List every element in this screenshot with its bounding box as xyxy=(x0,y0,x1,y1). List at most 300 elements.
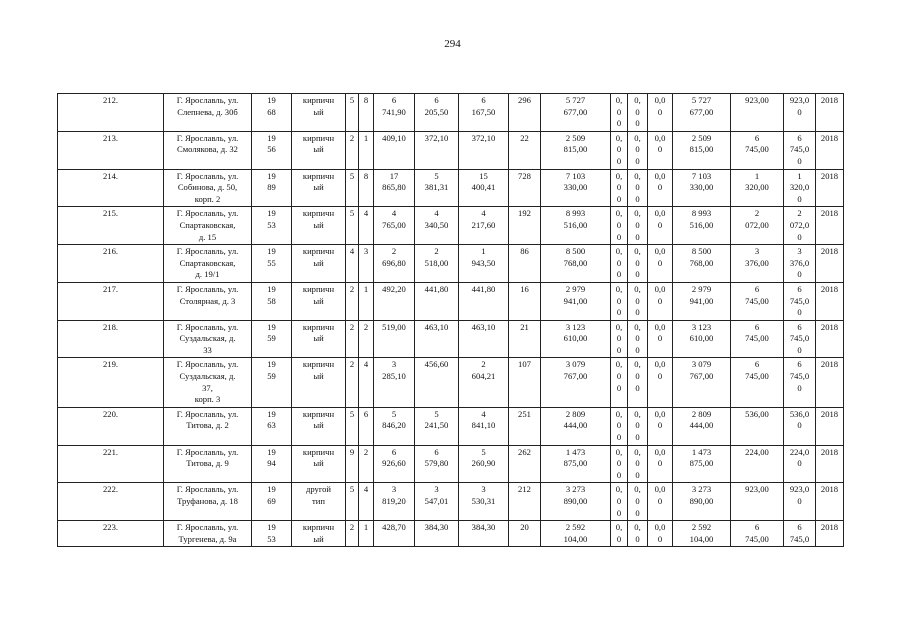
cell-total-area xyxy=(374,407,415,445)
zero-col-1-line: 0 xyxy=(616,106,622,117)
zero-col-2-line: 0, xyxy=(634,132,641,143)
zero-col-3-line: 0 xyxy=(657,496,663,506)
total-cost-line: 2 979 xyxy=(691,283,712,294)
cell-zero-col-1 xyxy=(611,207,628,245)
cell-entrances: 3 xyxy=(359,245,374,283)
zero-col-1-line: 0 xyxy=(616,507,622,518)
repair-cost-line: 7 103 xyxy=(565,170,586,181)
table-row xyxy=(58,169,844,207)
zero-col-1-line: 0 xyxy=(616,420,622,431)
cell-max-unit-cost xyxy=(784,358,816,407)
cell-build-year xyxy=(252,131,292,169)
residential-area-line: 4 xyxy=(481,208,486,219)
zero-col-1-line: 0 xyxy=(616,219,622,230)
address-line: Слепнева, д. 30б xyxy=(177,106,238,117)
cell-living-area xyxy=(415,169,459,207)
build-year-line: 19 xyxy=(267,321,276,332)
address-line: Тургенева, д. 9а xyxy=(178,533,237,544)
cell-floors: 5 xyxy=(346,169,359,207)
cell-address xyxy=(164,207,252,245)
residential-area-line: 15 xyxy=(479,170,488,181)
wall-material-line: ый xyxy=(313,371,324,382)
zero-col-1-line: 0 xyxy=(616,333,622,344)
unit-cost-line: 376,00 xyxy=(745,257,769,268)
cell-unit-cost xyxy=(731,245,784,283)
max-unit-cost-line: 6 xyxy=(797,522,802,533)
max-unit-cost-line: 923,0 xyxy=(789,95,810,105)
address-line: Г. Ярославль, ул. xyxy=(176,170,239,181)
cell-residential-area xyxy=(459,94,509,132)
wall-material-line: кирпичн xyxy=(302,446,335,457)
cell-zero-col-2 xyxy=(628,521,648,547)
cell-zero-col-1 xyxy=(611,445,628,483)
cell-zero-col-2 xyxy=(628,407,648,445)
cell-build-year xyxy=(252,94,292,132)
total-cost-line: 875,00 xyxy=(689,458,714,469)
living-area-line: 5 xyxy=(434,170,439,181)
zero-col-1-line: 0, xyxy=(615,359,623,370)
zero-col-1-line: 0 xyxy=(616,344,622,355)
total-cost-line: 3 273 xyxy=(691,484,712,495)
total-cost-line: 890,00 xyxy=(689,496,714,506)
repair-cost-line: 3 273 xyxy=(565,484,586,495)
cell-residents: 21 xyxy=(509,320,541,358)
cell-wall-material xyxy=(292,521,346,547)
address-line: Спартаковская, xyxy=(179,219,236,230)
zero-col-1-line: 0, xyxy=(615,446,623,457)
max-unit-cost-line: 0 xyxy=(797,269,802,280)
zero-col-1-line: 0, xyxy=(615,522,623,533)
zero-col-1-line: 0 xyxy=(616,307,622,318)
cell-residents: 728 xyxy=(509,169,541,207)
zero-col-1-line: 0 xyxy=(616,269,622,280)
unit-cost-line: 6 xyxy=(754,283,760,294)
cell-zero-col-1 xyxy=(611,483,628,521)
cell-repair-cost xyxy=(541,131,611,169)
total-area-line: 926,60 xyxy=(382,458,406,469)
living-area-line: 241,50 xyxy=(424,420,449,431)
cell-repair-cost xyxy=(541,169,611,207)
zero-col-1-line: 0, xyxy=(615,246,623,257)
total-cost-line: 3 079 xyxy=(691,359,712,370)
cell-address xyxy=(164,169,252,207)
cell-total-area xyxy=(374,358,415,407)
cell-repair-cost xyxy=(541,483,611,521)
cell-row-number: 214. xyxy=(58,169,164,207)
unit-cost-line: 745,00 xyxy=(745,533,769,544)
wall-material-line: кирпичн xyxy=(302,359,335,370)
total-area-line: 846,20 xyxy=(382,420,406,431)
cell-completion-year: 2018 xyxy=(816,483,844,521)
total-area-line: 4 xyxy=(391,208,397,219)
max-unit-cost-line: 0 xyxy=(797,106,802,117)
cell-total-area xyxy=(374,521,415,547)
unit-cost-line: 745,00 xyxy=(745,333,769,344)
cell-unit-cost xyxy=(731,320,784,358)
table-row xyxy=(58,358,844,407)
cell-build-year xyxy=(252,320,292,358)
max-unit-cost-line: 6 xyxy=(797,359,802,370)
total-cost-line: 767,00 xyxy=(689,371,714,382)
living-area-line: 205,50 xyxy=(424,106,449,117)
residential-area-line: 260,90 xyxy=(471,458,496,469)
cell-zero-col-2 xyxy=(628,445,648,483)
table-row xyxy=(58,245,844,283)
residential-area-line: 3 xyxy=(481,484,486,495)
build-year-line: 19 xyxy=(267,208,276,219)
cell-completion-year: 2018 xyxy=(816,169,844,207)
table-row xyxy=(58,282,844,320)
cell-residential-area xyxy=(459,358,509,407)
living-area-line: 2 xyxy=(434,246,439,257)
cell-unit-cost xyxy=(731,358,784,407)
max-unit-cost-line: 6 xyxy=(797,283,802,294)
total-cost-line: 677,00 xyxy=(689,106,714,117)
zero-col-2-line: 0 xyxy=(635,432,640,443)
cell-zero-col-3 xyxy=(648,483,673,521)
zero-col-3-line: 0 xyxy=(657,458,663,469)
table-row xyxy=(58,207,844,245)
table-row xyxy=(58,131,844,169)
residential-area-line: 5 xyxy=(481,446,486,457)
cell-residential-area xyxy=(459,245,509,283)
zero-col-1-line: 0, xyxy=(615,132,623,143)
cell-living-area xyxy=(415,358,459,407)
living-area-line: 384,30 xyxy=(424,522,449,533)
cell-entrances: 2 xyxy=(359,445,374,483)
cell-max-unit-cost xyxy=(784,407,816,445)
cell-wall-material xyxy=(292,245,346,283)
cell-max-unit-cost xyxy=(784,94,816,132)
total-area-line: 741,90 xyxy=(382,106,406,117)
residential-area-line: 943,50 xyxy=(471,257,496,268)
repair-cost-line: 768,00 xyxy=(563,257,588,268)
wall-material-line: ый xyxy=(313,219,324,230)
wall-material-line: ый xyxy=(313,257,324,268)
build-year-line: 94 xyxy=(267,458,276,469)
unit-cost-line: 3 xyxy=(754,246,760,257)
build-year-line: 58 xyxy=(267,295,276,306)
address-line: Смолякова, д. 32 xyxy=(177,144,238,155)
build-year-line: 59 xyxy=(267,371,276,382)
zero-col-3-line: 0 xyxy=(657,106,663,117)
zero-col-1-line: 0, xyxy=(615,283,623,294)
cell-zero-col-1 xyxy=(611,169,628,207)
zero-col-2-line: 0 xyxy=(635,496,640,506)
zero-col-3-line: 0,0 xyxy=(654,446,666,457)
zero-col-2-line: 0 xyxy=(635,118,640,129)
cell-repair-cost xyxy=(541,94,611,132)
cell-max-unit-cost xyxy=(784,169,816,207)
max-unit-cost-line: 6 xyxy=(797,132,802,143)
cell-max-unit-cost xyxy=(784,320,816,358)
unit-cost-line: 1 xyxy=(754,170,760,181)
zero-col-2-line: 0 xyxy=(635,155,640,166)
cell-floors: 2 xyxy=(346,320,359,358)
build-year-line: 55 xyxy=(267,257,276,268)
cell-living-area xyxy=(415,245,459,283)
cell-build-year xyxy=(252,245,292,283)
cell-total-area xyxy=(374,320,415,358)
zero-col-3-line: 0,0 xyxy=(654,170,666,181)
build-year-line: 68 xyxy=(267,106,276,117)
repair-cost-line: 516,00 xyxy=(563,219,588,230)
total-cost-line: 815,00 xyxy=(689,144,714,155)
living-area-line: 463,10 xyxy=(424,321,449,332)
cell-row-number: 222. xyxy=(58,483,164,521)
cell-build-year xyxy=(252,521,292,547)
cell-unit-cost xyxy=(731,445,784,483)
max-unit-cost-line: 1 xyxy=(797,170,802,181)
cell-repair-cost xyxy=(541,407,611,445)
table-row xyxy=(58,521,844,547)
cell-repair-cost xyxy=(541,207,611,245)
residential-area-line: 1 xyxy=(481,246,486,257)
page-number: 294 xyxy=(444,38,461,50)
max-unit-cost-line: 745,0 xyxy=(789,533,810,544)
wall-material-line: ый xyxy=(313,333,324,344)
zero-col-2-line: 0 xyxy=(635,193,640,204)
zero-col-1-line: 0, xyxy=(615,170,623,181)
address-line: Г. Ярославль, ул. xyxy=(176,321,239,332)
cell-entrances: 1 xyxy=(359,282,374,320)
unit-cost-line: 072,00 xyxy=(745,219,769,230)
max-unit-cost-line: 320,0 xyxy=(789,182,810,193)
table-row xyxy=(58,94,844,132)
zero-col-3-line: 0,0 xyxy=(654,132,666,143)
zero-col-3-line: 0,0 xyxy=(654,95,666,105)
build-year-line: 53 xyxy=(267,533,276,544)
cell-total-cost xyxy=(673,282,731,320)
cell-residents: 20 xyxy=(509,521,541,547)
cell-entrances: 4 xyxy=(359,483,374,521)
zero-col-3-line: 0 xyxy=(657,295,663,306)
total-cost-line: 7 103 xyxy=(691,170,712,181)
max-unit-cost-line: 0 xyxy=(797,382,802,393)
total-cost-line: 2 809 xyxy=(691,408,712,419)
wall-material-line: ый xyxy=(313,458,324,469)
zero-col-2-line: 0 xyxy=(635,382,640,393)
cell-wall-material xyxy=(292,94,346,132)
address-line: Г. Ярославль, ул. xyxy=(176,132,239,143)
max-unit-cost-line: 2 xyxy=(797,208,802,219)
cell-build-year xyxy=(252,445,292,483)
zero-col-2-line: 0 xyxy=(635,458,640,469)
cell-max-unit-cost xyxy=(784,483,816,521)
cell-row-number: 221. xyxy=(58,445,164,483)
cell-entrances: 8 xyxy=(359,94,374,132)
zero-col-1-line: 0 xyxy=(616,469,622,480)
zero-col-2-line: 0, xyxy=(634,246,641,257)
total-area-line: 409,10 xyxy=(382,132,406,143)
cell-completion-year: 2018 xyxy=(816,94,844,132)
build-year-line: 19 xyxy=(267,522,276,533)
living-area-line: 340,50 xyxy=(424,219,449,230)
cell-residential-area xyxy=(459,521,509,547)
zero-col-3-line: 0,0 xyxy=(654,321,666,332)
address-line: 33 xyxy=(203,344,212,355)
max-unit-cost-line: 745,0 xyxy=(789,333,810,344)
cell-total-area xyxy=(374,131,415,169)
cell-wall-material xyxy=(292,131,346,169)
zero-col-1-line: 0, xyxy=(615,321,623,332)
unit-cost-line: 6 xyxy=(754,359,760,370)
zero-col-1-line: 0 xyxy=(616,231,622,242)
living-area-line: 6 xyxy=(434,446,439,457)
zero-col-2-line: 0, xyxy=(634,95,641,105)
cell-total-cost xyxy=(673,320,731,358)
cell-unit-cost xyxy=(731,282,784,320)
build-year-line: 19 xyxy=(267,283,276,294)
cell-row-number: 212. xyxy=(58,94,164,132)
cell-zero-col-2 xyxy=(628,94,648,132)
wall-material-line: кирпичн xyxy=(302,408,335,419)
cell-row-number: 213. xyxy=(58,131,164,169)
cell-residential-area xyxy=(459,445,509,483)
zero-col-2-line: 0 xyxy=(635,231,640,242)
cell-floors: 5 xyxy=(346,483,359,521)
build-year-line: 69 xyxy=(267,496,276,506)
zero-col-3-line: 0,0 xyxy=(654,283,666,294)
unit-cost-line: 6 xyxy=(754,321,760,332)
build-year-line: 63 xyxy=(267,420,276,431)
cell-zero-col-2 xyxy=(628,320,648,358)
cell-row-number: 223. xyxy=(58,521,164,547)
zero-col-2-line: 0 xyxy=(635,344,640,355)
cell-entrances: 6 xyxy=(359,407,374,445)
address-line: Суздальская, д. xyxy=(179,371,236,382)
cell-wall-material xyxy=(292,358,346,407)
max-unit-cost-line: 745,0 xyxy=(789,295,810,306)
zero-col-1-line: 0 xyxy=(616,458,622,469)
repair-cost-line: 8 993 xyxy=(565,208,586,219)
build-year-line: 19 xyxy=(267,132,276,143)
cell-zero-col-3 xyxy=(648,282,673,320)
build-year-line: 19 xyxy=(267,170,276,181)
zero-col-3-line: 0,0 xyxy=(654,408,666,419)
total-area-line: 3 xyxy=(391,484,397,495)
cell-residents: 86 xyxy=(509,245,541,283)
address-line: Г. Ярославль, ул. xyxy=(176,522,239,533)
cell-unit-cost xyxy=(731,521,784,547)
cell-floors: 5 xyxy=(346,407,359,445)
build-year-line: 19 xyxy=(267,484,276,495)
max-unit-cost-line: 3 xyxy=(797,246,802,257)
cell-unit-cost xyxy=(731,94,784,132)
wall-material-line: кирпичн xyxy=(302,321,335,332)
build-year-line: 59 xyxy=(267,333,276,344)
cell-zero-col-2 xyxy=(628,282,648,320)
unit-cost-line: 536,00 xyxy=(745,408,769,419)
cell-zero-col-2 xyxy=(628,245,648,283)
total-cost-line: 8 500 xyxy=(691,246,712,257)
living-area-line: 372,10 xyxy=(424,132,449,143)
total-area-line: 865,80 xyxy=(382,182,406,193)
repair-cost-line: 2 809 xyxy=(565,408,586,419)
repair-cost-line: 2 509 xyxy=(565,132,586,143)
zero-col-1-line: 0 xyxy=(616,257,622,268)
cell-address xyxy=(164,131,252,169)
living-area-line: 3 xyxy=(434,484,439,495)
unit-cost-line: 745,00 xyxy=(745,371,769,382)
zero-col-3-line: 0,0 xyxy=(654,522,666,533)
wall-material-line: ый xyxy=(313,182,324,193)
wall-material-line: кирпичн xyxy=(302,170,335,181)
zero-col-1-line: 0 xyxy=(616,118,622,129)
cell-zero-col-3 xyxy=(648,320,673,358)
cell-residential-area xyxy=(459,320,509,358)
living-area-line: 547,01 xyxy=(424,496,449,506)
cell-unit-cost xyxy=(731,131,784,169)
cell-total-area xyxy=(374,445,415,483)
cell-zero-col-3 xyxy=(648,521,673,547)
zero-col-2-line: 0 xyxy=(635,295,640,306)
repair-cost-line: 5 727 xyxy=(565,95,586,105)
cell-zero-col-1 xyxy=(611,282,628,320)
max-unit-cost-line: 072,0 xyxy=(789,219,810,230)
cell-max-unit-cost xyxy=(784,131,816,169)
wall-material-line: кирпичн xyxy=(302,522,335,533)
zero-col-1-line: 0 xyxy=(616,155,622,166)
cell-entrances: 4 xyxy=(359,207,374,245)
address-line: Г. Ярославль, ул. xyxy=(176,408,239,419)
cell-address xyxy=(164,94,252,132)
address-line: Г. Ярославль, ул. xyxy=(176,359,239,370)
address-line: 37, xyxy=(202,382,213,393)
cell-living-area xyxy=(415,94,459,132)
residential-area-line: 6 xyxy=(481,95,486,105)
repair-cost-line: 890,00 xyxy=(563,496,588,506)
total-cost-line: 610,00 xyxy=(689,333,714,344)
cell-zero-col-3 xyxy=(648,407,673,445)
zero-col-1-line: 0, xyxy=(615,408,623,419)
cell-build-year xyxy=(252,207,292,245)
cell-wall-material xyxy=(292,282,346,320)
total-area-line: 3 xyxy=(391,359,397,370)
total-cost-line: 104,00 xyxy=(689,533,714,544)
cell-max-unit-cost xyxy=(784,445,816,483)
cell-unit-cost xyxy=(731,483,784,521)
zero-col-3-line: 0,0 xyxy=(654,208,666,219)
zero-col-2-line: 0 xyxy=(635,371,640,382)
zero-col-2-line: 0 xyxy=(635,257,640,268)
unit-cost-line: 2 xyxy=(754,208,760,219)
address-line: корп. 2 xyxy=(194,193,221,204)
wall-material-line: кирпичн xyxy=(302,95,335,105)
unit-cost-line: 745,00 xyxy=(745,295,769,306)
residential-area-line: 4 xyxy=(481,408,486,419)
zero-col-1-line: 0 xyxy=(616,295,622,306)
wall-material-line: кирпичн xyxy=(302,283,335,294)
total-cost-line: 444,00 xyxy=(689,420,714,431)
cell-total-cost xyxy=(673,358,731,407)
unit-cost-line: 6 xyxy=(754,132,760,143)
zero-col-3-line: 0,0 xyxy=(654,246,666,257)
zero-col-1-line: 0 xyxy=(616,382,622,393)
wall-material-line: ый xyxy=(313,106,324,117)
residential-area-line: 463,10 xyxy=(471,321,496,332)
address-line: корп. 3 xyxy=(194,394,221,405)
zero-col-3-line: 0 xyxy=(657,333,663,344)
cell-living-area xyxy=(415,207,459,245)
repair-cost-line: 2 979 xyxy=(565,283,586,294)
cell-zero-col-2 xyxy=(628,483,648,521)
total-area-line: 428,70 xyxy=(382,522,406,533)
cell-unit-cost xyxy=(731,407,784,445)
cell-max-unit-cost xyxy=(784,521,816,547)
cell-total-cost xyxy=(673,521,731,547)
cell-build-year xyxy=(252,483,292,521)
